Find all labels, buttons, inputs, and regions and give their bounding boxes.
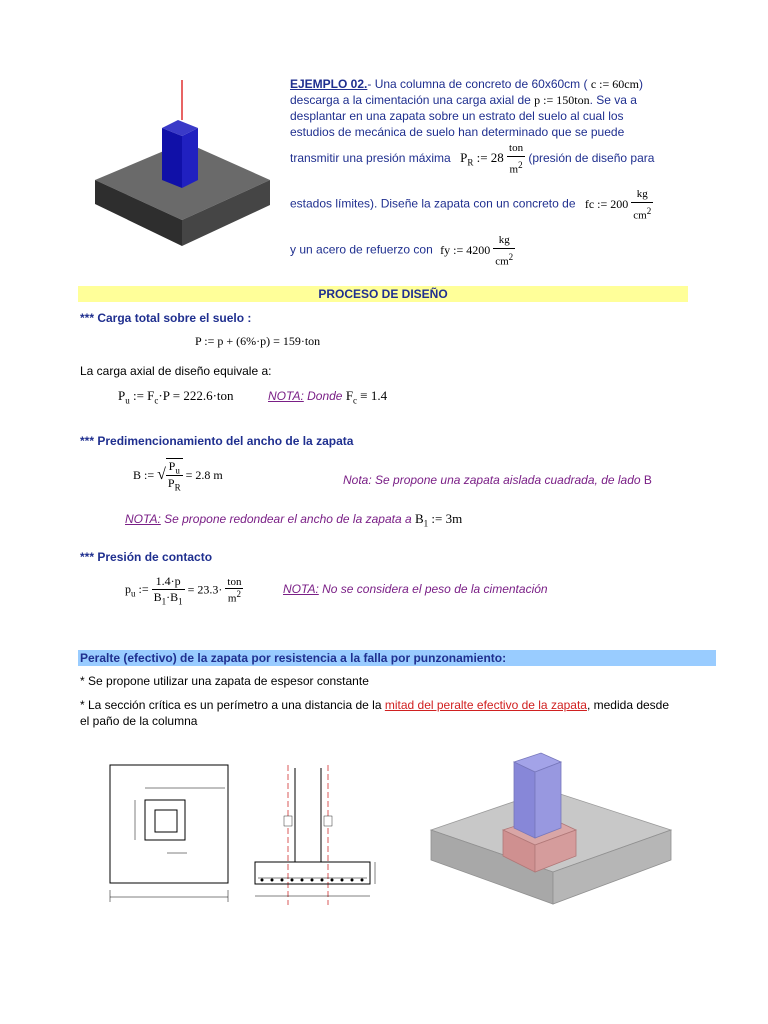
pu-eq: $P_u$ := $F_c\cdot P = 222.6\cdot ton$ [118,388,234,406]
proceso-header: PROCESO DE DISEÑO [78,286,688,302]
intro-pressure-line: transmitir una presión máxima $P_R$ := 28 $\frac{\text{ton}}{m^2}$ (presión de diseño para [290,142,655,176]
s2-title: *** Predimencionamiento del ancho de la zapata [80,434,354,448]
example-title: EJEMPLO 02. [290,77,368,91]
footing-3d-illustration [90,80,275,250]
intro-steel-line: y un acero de refuerzo con fy := 4200 $\frac{kg}{cm^2}$ [290,234,514,268]
s1-eq: P := p + (6%·p) = 159·ton [195,334,321,348]
s3-nota: NOTA: No se considera el peso de la cimentación [283,582,548,596]
intro-block: EJEMPLO 02.- Una columna de concreto de 60x60cm ( c := 60cm) descarga a la cimentación una carga axial de p := 150ton. Se va a desplantar en una zapata sobre un estrato del suelo al cual los estudios de mecánica de suelo han determinado que se puede [290,77,643,139]
section-view-diagram [250,760,390,910]
intro-concrete-line: estados límites). Diseñe la zapata con un concreto de fc := 200 $\frac{kg}{cm^2}$ [290,188,652,222]
pu-contact-eq: $p_u$ := $\frac{1.4\cdot p}{B_1\cdot B_1}$ = 23.3· $\frac{\text{ton}}{m^2}$ [125,574,242,607]
bullet-1: * Se propone utilizar una zapata de espesor constante [80,674,369,688]
plan-view-diagram [105,760,235,910]
s2-nota1: Nota: Se propone una zapata aislada cuadrada, de lado B [343,473,652,487]
s1-text: La carga axial de diseño equivale a: [80,364,272,378]
peralte-header: Peralte (efectivo) de la zapata por resistencia a la falla por punzonamiento: [78,650,716,666]
s3-title: *** Presión de contacto [80,550,213,564]
s2-nota2: NOTA: Se propone redondear el ancho de la zapata a $B_1$ := 3m [125,511,463,529]
mitad-peralte-link: mitad del peralte efectivo de la zapata [384,698,587,712]
s1-nota: NOTA: Donde $F_c \equiv 1.4$ [268,388,388,406]
B-eq: B := √ $\frac{P_u}{P_R}$ = 2.8 m [133,459,223,493]
s1-title: *** Carga total sobre el suelo : [80,311,252,325]
bullet-2: * La sección crítica es un perímetro a una distancia de la mitad del peralte efectivo de la zapata, medida desde el paño de la columna [80,698,670,728]
punching-3d-illustration [428,752,673,922]
